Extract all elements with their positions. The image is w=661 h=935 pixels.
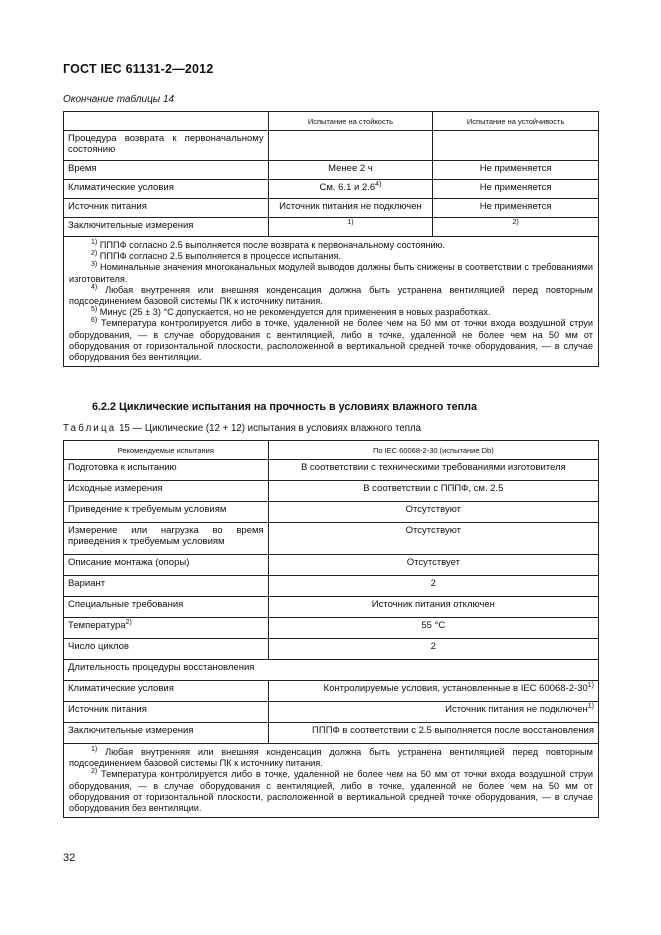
table14-caption: Окончание таблицы 14 — [63, 94, 175, 105]
row-value — [268, 180, 433, 199]
row-label — [64, 618, 269, 639]
footnote — [69, 251, 593, 262]
page-number: 32 — [63, 852, 76, 864]
table-row — [64, 639, 599, 660]
row-label: Приведение к требуемым условиям — [64, 502, 269, 523]
table14-header-row — [64, 112, 599, 131]
row-value: ПППФ в соответствии с 2.5 выполняется после восстановления — [268, 723, 598, 744]
value-text: См. 6.1 и 2.6 — [319, 182, 376, 193]
row-value: Источник питания не подключен — [268, 199, 433, 218]
value-text: Контролируемые условия, установленные в IEC 60068-2-30 — [323, 683, 588, 694]
footnote-mark: 2) — [91, 768, 98, 776]
table-row — [64, 180, 599, 199]
row-value: Менее 2 ч — [268, 161, 433, 180]
row-label: Климатические условия — [64, 180, 269, 199]
footnote-ref: 1) — [347, 219, 354, 226]
footnote-text: Температура контролируется либо в точке, удаленной не более чем на 50 мм от точки входа воздушной струи оборудования, — в случае оборудования с вентиляцией, либо в точке, удаленной не более чем на 50 мм от оборудования от горизонтальной плоскости, расположенной в вертикальной средней точке оборудования, — в случае оборудования без вентиляции. — [69, 769, 593, 814]
footnote — [69, 769, 593, 814]
table14-notes-row — [64, 237, 599, 367]
row-label: Число циклов — [64, 639, 269, 660]
footnote-mark: 1) — [91, 239, 98, 246]
footnote-ref: 2) — [125, 619, 132, 626]
table15-caption-text: 15 — Циклические (12 + 12) испытания в условиях влажного тепла — [116, 423, 422, 434]
table-row — [64, 218, 599, 237]
row-value: Не применяется — [433, 199, 599, 218]
document-header: ГОСТ IEC 61131-2—2012 — [63, 62, 214, 76]
table-row — [64, 502, 599, 523]
table14-col-stability: Испытание на устойчивость — [433, 112, 599, 131]
row-value: Не применяется — [433, 161, 599, 180]
row-value: В соответствии с ПППФ, см. 2.5 — [268, 481, 598, 502]
footnote-text: ПППФ согласно 2.5 выполняется в процессе испытания. — [99, 251, 342, 262]
row-label: Заключительные измерения — [64, 218, 269, 237]
table14-notes — [64, 237, 599, 367]
row-label: Описание монтажа (опоры) — [64, 555, 269, 576]
table-row — [64, 576, 599, 597]
footnote-mark: 3) — [91, 261, 98, 269]
footnote-mark: 1) — [91, 746, 98, 753]
footnote-text: Температура контролируется либо в точке, удаленной не более чем на 50 мм от точки входа воздушной струи оборудования, — в случае оборудования с вентиляцией, либо в точке, удаленной не более чем на 50 мм от оборудования от горизонтальной плоскости, расположенной в вертикальной средней точке оборудования, — в случае оборудования без вентиляции. — [69, 318, 593, 363]
table-row — [64, 199, 599, 218]
table15-col-standard: По IEC 60068-2-30 (испытание Db) — [268, 441, 598, 460]
table15-header-row — [64, 441, 599, 460]
row-label: Процедура возврата к первоначальному состоянию — [64, 131, 269, 161]
footnote-text: Минус (25 ± 3) °С допускается, но не рекомендуется для применения в новых разработках. — [99, 307, 491, 318]
label-text: Температура — [68, 620, 126, 631]
footnote-text: Номинальные значения многоканальных модулей выводов должны быть снижены в соответствии с требованиями изготовителя. — [69, 262, 593, 284]
footnote — [69, 285, 593, 307]
table-row — [64, 681, 599, 702]
row-value: 2 — [268, 576, 598, 597]
row-label: Исходные измерения — [64, 481, 269, 502]
footnote — [69, 307, 593, 318]
table-15 — [63, 440, 599, 818]
footnote — [69, 262, 593, 284]
table-row — [64, 523, 599, 555]
table-row — [64, 161, 599, 180]
row-value — [433, 218, 599, 237]
table-row — [64, 460, 599, 481]
row-label: Время — [64, 161, 269, 180]
row-value: Источник питания отключен — [268, 597, 598, 618]
row-label: Измерение или нагрузка во время приведения к требуемым условиям — [64, 523, 269, 555]
footnote — [69, 318, 593, 363]
table14-header-empty — [64, 112, 269, 131]
footnote-ref: 2) — [512, 219, 519, 226]
table-row — [64, 555, 599, 576]
section-heading: 6.2.2 Циклические испытания на прочность в условиях влажного тепла — [92, 401, 478, 413]
footnote-mark: 5) — [91, 306, 98, 314]
table-row — [64, 723, 599, 744]
table15-caption-prefix: Таблица — [63, 423, 117, 434]
row-value — [268, 681, 598, 702]
row-label: Климатические условия — [64, 681, 269, 702]
footnote-mark: 6) — [91, 317, 98, 325]
row-value: В соответствии с техническими требованиями изготовителя — [268, 460, 598, 481]
value-text: Источник питания не подключен — [445, 704, 588, 715]
row-value: Не применяется — [433, 180, 599, 199]
footnote-text: Любая внутренняя или внешняя конденсация должна быть устранена вентиляцией перед повторным подсоединением базовой системы ПК к источнику питания. — [69, 284, 593, 307]
footnote-text: Любая внутренняя или внешняя конденсация должна быть устранена вентиляцией перед повторным подсоединением базовой системы ПК к источнику питания. — [69, 747, 593, 769]
row-value — [268, 702, 598, 723]
row-label: Источник питания — [64, 702, 269, 723]
row-value: Отсутствуют — [268, 502, 598, 523]
table-row — [64, 618, 599, 639]
footnote-ref: 1) — [587, 682, 594, 689]
row-value: 55 °С — [268, 618, 598, 639]
row-value — [433, 131, 599, 161]
row-value — [268, 218, 433, 237]
footnote-ref: 1) — [587, 703, 594, 710]
table-row-recovery — [64, 660, 599, 681]
footnote — [69, 240, 593, 251]
footnote — [69, 747, 593, 769]
table14-col-endurance: Испытание на стойкость — [268, 112, 433, 131]
footnote-mark: 4) — [91, 283, 98, 291]
recovery-label: Длительность процедуры восстановления — [64, 660, 599, 681]
row-label: Заключительные измерения — [64, 723, 269, 744]
footnote-text: ПППФ согласно 2.5 выполняется после возврата к первоначальному состоянию. — [99, 240, 446, 250]
row-label: Специальные требования — [64, 597, 269, 618]
table15-col-tests: Рекомендуемые испытания — [64, 441, 269, 460]
table-14 — [63, 111, 599, 367]
footnote-mark: 2) — [91, 250, 98, 258]
table-row — [64, 597, 599, 618]
row-label: Вариант — [64, 576, 269, 597]
table-row — [64, 481, 599, 502]
table15-caption — [63, 423, 421, 434]
footnote-ref: 4) — [375, 181, 382, 188]
row-label: Подготовка к испытанию — [64, 460, 269, 481]
table15-notes — [64, 744, 599, 818]
table-row — [64, 131, 599, 161]
row-value: Отсутствуют — [268, 523, 598, 555]
table-row — [64, 702, 599, 723]
row-value: 2 — [268, 639, 598, 660]
row-value — [268, 131, 433, 161]
row-label: Источник питания — [64, 199, 269, 218]
table15-notes-row — [64, 744, 599, 818]
row-value: Отсутствует — [268, 555, 598, 576]
